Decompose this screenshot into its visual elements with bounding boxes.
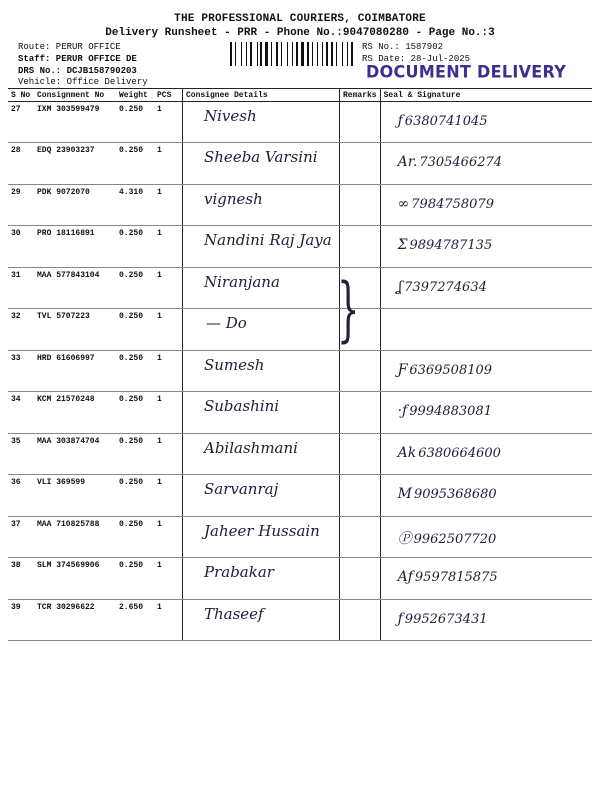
barcode-bar: [319, 42, 322, 66]
barcode-bar: [248, 42, 249, 66]
table-row: [8, 102, 592, 143]
barcode-bar: [289, 42, 291, 66]
consignment-cell: TVL 5707223: [34, 309, 116, 351]
weight-cell: 0.250: [116, 102, 154, 143]
sno-cell: 31: [8, 267, 34, 309]
vehicle-label: Vehicle: Office Delivery: [18, 77, 148, 87]
barcode-bar: [287, 42, 288, 66]
signature-scribble: ∞: [397, 195, 410, 212]
table-row: [8, 558, 592, 600]
barcode: [230, 42, 356, 66]
consignment-cell: PRO 18116891: [34, 226, 116, 268]
barcode-bar: [299, 42, 300, 66]
barcode-bar: [276, 42, 278, 66]
table-row: [8, 226, 592, 268]
weight-cell: 0.250: [116, 558, 154, 600]
weight-cell: 0.250: [116, 475, 154, 517]
remarks-cell: [340, 475, 381, 517]
barcode-bar: [253, 42, 256, 66]
table-row: [8, 392, 592, 434]
signature-scribble: Ⓟ: [397, 530, 412, 547]
consignee-name: Sarvanraj: [204, 480, 279, 498]
pcs-cell: 1: [154, 267, 183, 309]
barcode-bar: [296, 42, 298, 66]
pcs-cell: 1: [154, 558, 183, 600]
drs-number: DRS No.: DCJB158790203: [18, 66, 137, 76]
signature-cell: [380, 102, 592, 143]
handwritten-phone: 9597815875: [414, 570, 498, 585]
pcs-cell: 1: [154, 143, 183, 185]
consignee-cell: [183, 184, 340, 226]
barcode-bar: [331, 42, 333, 66]
sno-cell: 36: [8, 475, 34, 517]
barcode-bar: [243, 42, 245, 66]
handwritten-phone: 9962507720: [413, 531, 497, 547]
consignment-cell: EDQ 23903237: [34, 143, 116, 185]
consignee-name: Sumesh: [204, 355, 265, 374]
handwritten-phone: 9894787135: [409, 238, 493, 253]
remarks-cell: [340, 226, 381, 268]
consignment-cell: VLI 369599: [34, 475, 116, 517]
barcode-bar: [354, 42, 355, 66]
pcs-cell: 1: [154, 226, 183, 268]
consignee-cell: [183, 102, 340, 143]
signature-scribble: ʆ: [397, 278, 403, 295]
remarks-cell: [340, 433, 381, 475]
consignment-cell: HRD 61606997: [34, 350, 116, 392]
signature-scribble: Ƒ: [397, 361, 408, 378]
consignee-name: Niranjana: [204, 272, 280, 291]
consignee-cell: [183, 350, 340, 392]
barcode-bar: [283, 42, 286, 66]
signature-scribble: ƒ: [397, 113, 403, 129]
signature-cell: [380, 309, 592, 351]
barcode-bar: [260, 42, 262, 66]
barcode-bar: [347, 42, 348, 66]
handwritten-phone: 6380664600: [418, 445, 501, 461]
sno-cell: 29: [8, 184, 34, 226]
consignee-cell: [183, 475, 340, 517]
weight-cell: 0.250: [116, 267, 154, 309]
col-header-pcs: PCS: [154, 89, 183, 102]
barcode-bar: [269, 42, 270, 66]
signature-cell: [380, 558, 592, 600]
pcs-cell: 1: [154, 516, 183, 558]
weight-cell: 4.310: [116, 184, 154, 226]
remarks-cell: [340, 392, 381, 434]
consignee-cell: [183, 392, 340, 434]
col-header-consignee: Consignee Details: [183, 89, 340, 102]
table-header-row: [8, 89, 592, 102]
col-header-sno: S No: [8, 89, 34, 102]
barcode-bar: [273, 42, 275, 66]
remarks-cell: [340, 184, 381, 226]
signature-cell: [380, 392, 592, 434]
sno-cell: 38: [8, 558, 34, 600]
pcs-cell: 1: [154, 102, 183, 143]
table-row: [8, 267, 592, 309]
signature-scribble: ƒ: [397, 610, 403, 627]
sno-cell: 39: [8, 599, 34, 641]
remarks-cell: [340, 102, 381, 143]
col-header-weight: Weight: [116, 89, 154, 102]
route-label: Route: PERUR OFFICE: [18, 42, 121, 52]
sno-cell: 32: [8, 309, 34, 351]
table-row: [8, 184, 592, 226]
remarks-cell: [340, 558, 381, 600]
col-header-signature: Seal & Signature: [380, 89, 592, 102]
table-row: [8, 599, 592, 641]
barcode-bar: [314, 42, 316, 66]
barcode-bar: [259, 42, 260, 66]
sno-cell: 35: [8, 433, 34, 475]
consignee-cell: [183, 516, 340, 558]
consignment-cell: KCM 21570248: [34, 392, 116, 434]
signature-cell: [380, 433, 592, 475]
barcode-bar: [322, 42, 323, 66]
barcode-bar: [342, 42, 343, 66]
signature-scribble: Ʃ: [397, 237, 408, 253]
document-subtitle: Delivery Runsheet - PRR - Phone No.:9047080280 - Page No.:3: [105, 27, 495, 39]
handwritten-phone: 6380741045: [404, 114, 488, 129]
consignee-name: Jaheer Hussain: [204, 521, 320, 540]
rs-number: RS No.: 1587902: [362, 42, 444, 52]
barcode-bar: [246, 42, 247, 66]
weight-cell: 0.250: [116, 309, 154, 351]
sno-cell: 28: [8, 143, 34, 185]
consignment-cell: PDK 9072070: [34, 184, 116, 226]
pcs-cell: 1: [154, 309, 183, 351]
barcode-bar: [349, 42, 350, 66]
table-row: [8, 516, 592, 558]
pcs-cell: 1: [154, 599, 183, 641]
remarks-cell: [340, 599, 381, 641]
consignee-cell: [183, 433, 340, 475]
barcode-bar: [235, 42, 236, 66]
handwritten-phone: 7397274634: [404, 279, 487, 295]
signature-scribble: Aƒ: [397, 569, 413, 585]
weight-cell: 0.250: [116, 350, 154, 392]
weight-cell: 0.250: [116, 433, 154, 475]
document-delivery-stamp: DOCUMENT DELIVERY: [366, 61, 567, 82]
barcode-bar: [265, 42, 268, 66]
weight-cell: 0.250: [116, 226, 154, 268]
handwritten-phone: 9095368680: [413, 487, 497, 502]
barcode-bar: [310, 42, 311, 66]
remarks-cell: [340, 350, 381, 392]
consignee-cell: [183, 309, 340, 351]
consignment-cell: SLM 374569906: [34, 558, 116, 600]
document-title: THE PROFESSIONAL COURIERS, COIMBATORE: [174, 13, 426, 25]
barcode-bar: [237, 42, 240, 66]
sno-cell: 30: [8, 226, 34, 268]
barcode-bar: [351, 42, 353, 66]
consignee-name: — Do: [206, 314, 247, 332]
barcode-bar: [336, 42, 337, 66]
weight-cell: 0.250: [116, 516, 154, 558]
barcode-bar: [326, 42, 328, 66]
consignee-cell: [183, 143, 340, 185]
barcode-bar: [263, 42, 264, 66]
consignment-cell: MAA 710825788: [34, 516, 116, 558]
barcode-bar: [271, 42, 272, 66]
consignee-name: Thaseef: [204, 604, 264, 623]
signature-cell: [380, 267, 592, 309]
weight-cell: 0.250: [116, 143, 154, 185]
weight-cell: 0.250: [116, 392, 154, 434]
handwritten-phone: 9994883081: [409, 404, 492, 419]
pcs-cell: 1: [154, 350, 183, 392]
consignee-cell: [183, 267, 340, 309]
runsheet-table: [8, 88, 592, 641]
barcode-bar: [292, 42, 293, 66]
rs-date: RS Date: 28-Jul-2025: [362, 54, 471, 64]
barcode-bar: [279, 42, 280, 66]
consignment-cell: MAA 303874704: [34, 433, 116, 475]
sno-cell: 37: [8, 516, 34, 558]
barcode-bar: [329, 42, 330, 66]
table-row: [8, 433, 592, 475]
handwritten-phone: 7305466274: [419, 155, 503, 170]
sno-cell: 33: [8, 350, 34, 392]
consignee-name: vignesh: [204, 189, 263, 208]
signature-scribble: Ak: [397, 444, 417, 461]
consignee-name: Prabakar: [204, 563, 274, 581]
consignment-cell: TCR 30296622: [34, 599, 116, 641]
barcode-bar: [317, 42, 318, 66]
remarks-cell: [340, 516, 381, 558]
consignee-cell: [183, 558, 340, 600]
barcode-bar: [281, 42, 282, 66]
signature-cell: [380, 475, 592, 517]
signature-scribble: ·ƒ: [397, 403, 408, 419]
table-row: [8, 143, 592, 185]
table-row: [8, 475, 592, 517]
col-header-remarks: Remarks: [340, 89, 381, 102]
barcode-bar: [344, 42, 346, 66]
consignee-name: Subashini: [204, 397, 280, 415]
barcode-bar: [334, 42, 335, 66]
handwritten-phone: 7984758079: [411, 196, 494, 212]
handwritten-phone: 6369508109: [409, 362, 493, 378]
consignee-name: Nandini Raj Jaya: [204, 231, 332, 249]
consignment-cell: MAA 577843104: [34, 267, 116, 309]
remarks-cell: [340, 143, 381, 185]
signature-cell: [380, 226, 592, 268]
consignment-cell: IXM 303599479: [34, 102, 116, 143]
consignee-name: Abilashmani: [204, 438, 298, 457]
staff-label: Staff: PERUR OFFICE DE: [18, 54, 137, 64]
pcs-cell: 1: [154, 475, 183, 517]
barcode-bar: [338, 42, 341, 66]
pcs-cell: 1: [154, 433, 183, 475]
barcode-bar: [294, 42, 295, 66]
table-row: [8, 350, 592, 392]
barcode-bar: [301, 42, 304, 66]
barcode-bar: [324, 42, 325, 66]
consignee-cell: [183, 599, 340, 641]
sno-cell: 27: [8, 102, 34, 143]
signature-cell: [380, 350, 592, 392]
pcs-cell: 1: [154, 184, 183, 226]
ditto-brace: }: [337, 268, 360, 350]
pcs-cell: 1: [154, 392, 183, 434]
barcode-bar: [230, 42, 232, 66]
sno-cell: 34: [8, 392, 34, 434]
consignee-name: Sheeba Varsini: [204, 148, 318, 166]
barcode-bar: [305, 42, 306, 66]
barcode-bar: [233, 42, 234, 66]
barcode-bar: [241, 42, 242, 66]
signature-cell: [380, 516, 592, 558]
barcode-bar: [312, 42, 313, 66]
signature-cell: [380, 184, 592, 226]
consignee-name: Nivesh: [204, 107, 257, 125]
signature-scribble: M: [397, 486, 412, 502]
consignee-cell: [183, 226, 340, 268]
col-header-consignment: Consignment No: [34, 89, 116, 102]
signature-cell: [380, 143, 592, 185]
barcode-bar: [250, 42, 252, 66]
handwritten-phone: 9952673431: [404, 611, 488, 627]
barcode-bar: [257, 42, 258, 66]
weight-cell: 2.650: [116, 599, 154, 641]
barcode-bar: [307, 42, 309, 66]
signature-scribble: Ar.: [397, 154, 418, 170]
signature-cell: [380, 599, 592, 641]
table-row: [8, 309, 592, 351]
